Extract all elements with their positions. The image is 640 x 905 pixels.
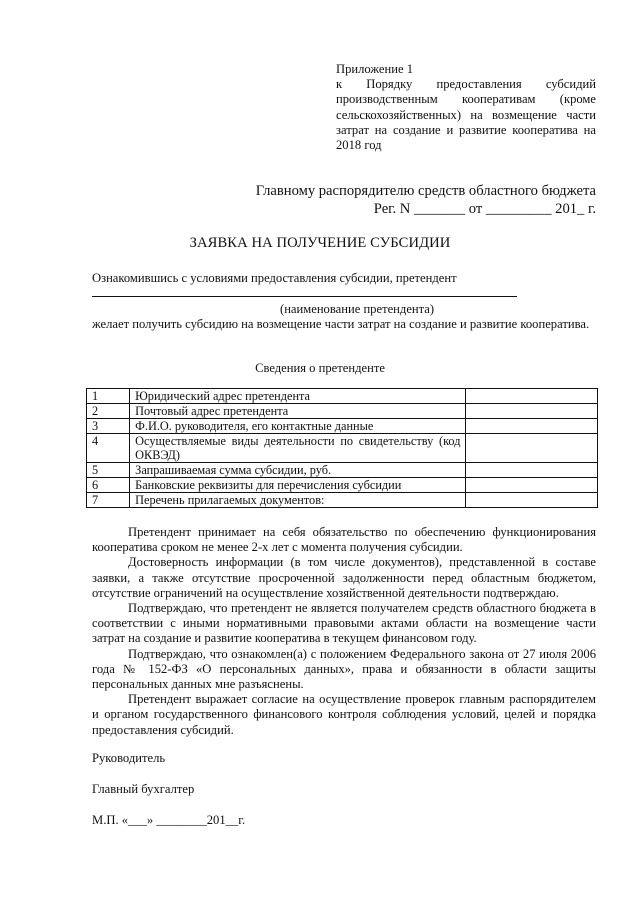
row-number: 2 [87,404,130,419]
table-row [87,404,598,419]
row-value [466,463,598,478]
applicant-name-caption: (наименование претендента) [280,302,435,316]
paragraph-confirmation: Подтверждаю, что претендент не является получателем средств областного бюджета в соответствии с иными нормативными правовыми актами области на возмещение части затрат на создание и развитие кооператива в текущем финансовом году. [92,601,596,646]
stamp-date-line: М.П. «___» ________201__г. [92,813,246,827]
annex-line: сельскохозяйственных) на возмещение части [336,107,596,122]
table-row [87,478,598,493]
annex-heading: Приложение 1 [336,62,414,76]
row-number: 6 [87,478,130,493]
row-number: 1 [87,389,130,404]
table-row [87,434,598,463]
table-row [87,389,598,404]
table-row [87,493,598,508]
row-value [466,389,598,404]
intro-text: Ознакомившись с условиями предоставления субсидии, претендент [92,271,457,285]
annex-block [336,62,596,153]
annex-line: производственным кооперативам (кроме [336,92,596,107]
row-value [466,493,598,508]
paragraph-consent: Претендент выражает согласие на осуществление проверок главным распорядителем и органом государственного финансового контроля соблюдения условий, целей и порядка предоставления субсидий. [92,692,596,737]
row-label: Банковские реквизиты для перечисления субсидии [130,478,466,493]
row-value [466,478,598,493]
signature-accountant: Главный бухгалтер [92,782,195,796]
registration-line: Рег. N _______ от _________ 201_ г. [373,200,596,217]
section-title: Сведения о претенденте [255,361,385,375]
intro-wish: желает получить субсидию на возмещение части затрат на создание и развитие кооператива. [92,317,590,331]
row-label: Юридический адрес претендента [130,389,466,404]
document-title: ЗАЯВКА НА ПОЛУЧЕНИЕ СУБСИДИИ [189,235,451,251]
body-paragraphs [92,525,596,738]
row-label: Ф.И.О. руководителя, его контактные данные [130,419,466,434]
row-number: 7 [87,493,130,508]
paragraph-reliability: Достоверность информации (в том числе документов), представленной в составе заявки, а также отсутствие просроченной задолженности перед областным бюджетом, отсутствие ограничений на осуществление хозяйственной деятельности подтверждаю. [92,555,596,600]
table-row [87,419,598,434]
row-label: Запрашиваемая сумма субсидии, руб. [130,463,466,478]
row-number: 4 [87,434,130,463]
row-number: 5 [87,463,130,478]
table-row [87,463,598,478]
annex-line: к Порядку предоставления субсидий [336,77,596,92]
annex-line: 2018 год [336,138,382,153]
row-label: Перечень прилагаемых документов: [130,493,466,508]
signature-head: Руководитель [92,751,166,765]
row-value [466,404,598,419]
row-label: Почтовый адрес претендента [130,404,466,419]
paragraph-personal-data: Подтверждаю, что ознакомлен(а) с положением Федерального закона от 27 июля 2006 года № 152-ФЗ «О персональных данных», права и обязанности в области защиты персональных данных мне разъяснены. [92,646,596,692]
row-label: Осуществляемые виды деятельности по свидетельству (код ОКВЭД) [130,434,466,463]
row-value [466,419,598,434]
applicant-info-table [86,388,598,508]
paragraph-obligation: Претендент принимает на себя обязательство по обеспечению функционирования кооператива сроком не менее 2-х лет с момента получения субсидии. [92,525,596,555]
addressee-line: Главному распорядителю средств областного бюджета [255,183,596,199]
applicant-name-line [92,296,517,297]
addressee-block [200,183,596,218]
annex-line: затрат на создание и развитие кооператива на [336,122,596,137]
row-value [466,434,598,463]
row-number: 3 [87,419,130,434]
